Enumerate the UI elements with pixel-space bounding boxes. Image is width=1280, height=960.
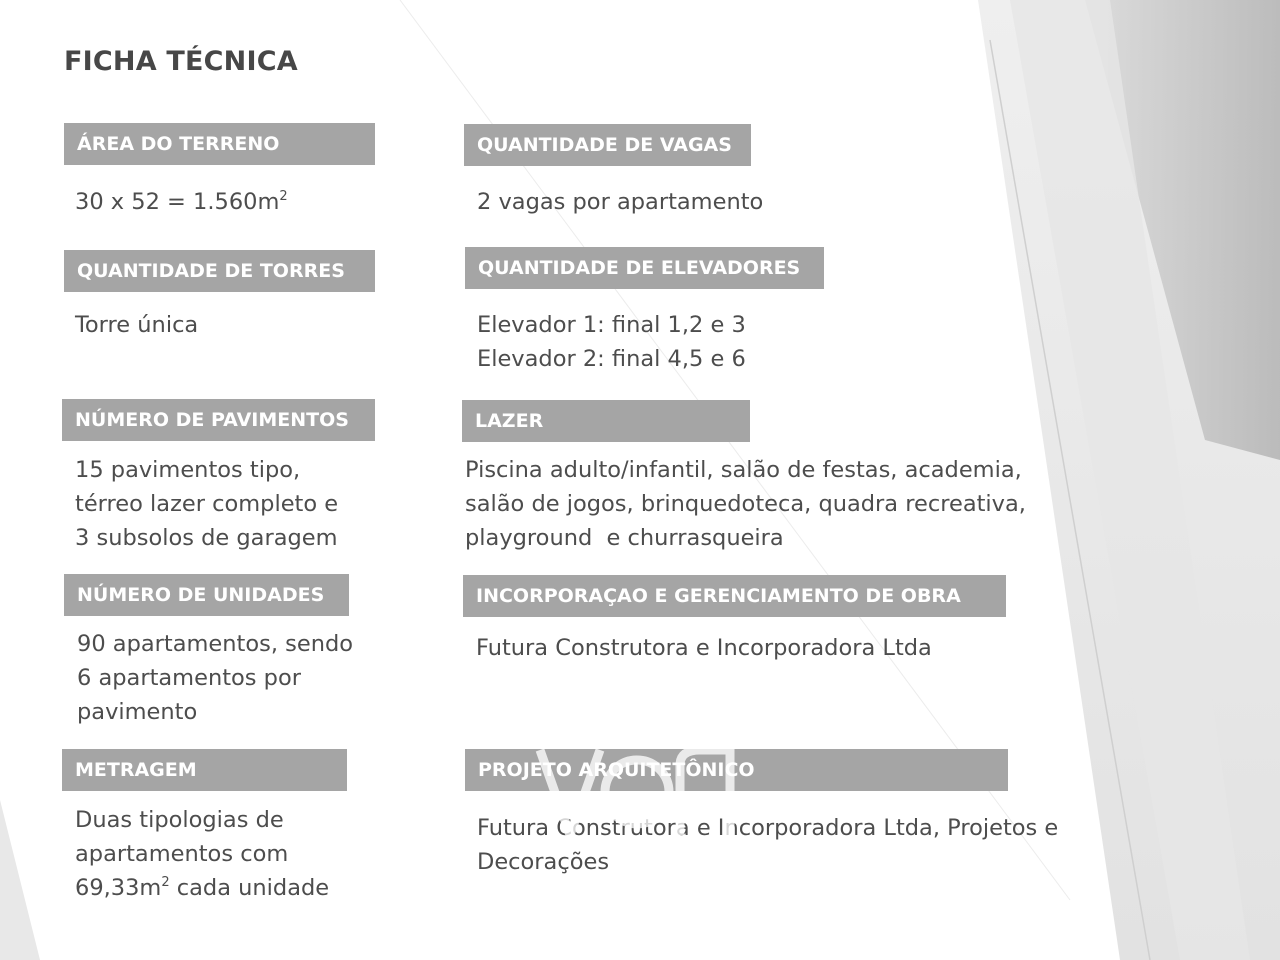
- value-torres: [75, 308, 198, 342]
- label-incorporacao: INCORPORAÇAO E GERENCIAMENTO DE OBRA: [463, 575, 1006, 617]
- elevadores-line-2: Elevador 2: final 4,5 e 6: [477, 346, 746, 372]
- vagas-line-1: 2 vagas por apartamento: [477, 189, 764, 215]
- label-unidades: NÚMERO DE UNIDADES: [64, 574, 349, 616]
- label-metragem: METRAGEM: [62, 749, 347, 791]
- metragem-line-1: Duas tipologias de: [75, 807, 284, 833]
- incorporacao-line-1: Futura Construtora e Incorporadora Ltda: [476, 635, 932, 661]
- pavimentos-line-1: 15 pavimentos tipo,: [75, 457, 301, 483]
- unidades-line-3: pavimento: [77, 699, 198, 725]
- label-area-terreno: ÁREA DO TERRENO: [64, 123, 375, 165]
- area-sup: 2: [279, 189, 288, 204]
- area-main: 30 x 52 = 1.560m: [75, 189, 280, 215]
- value-elevadores: [477, 308, 746, 376]
- torres-line-1: Torre única: [75, 312, 199, 338]
- label-torres: QUANTIDADE DE TORRES: [64, 250, 375, 292]
- value-incorporacao: [476, 631, 932, 665]
- lazer-line-2: salão de jogos, brinquedoteca, quadra recreativa,: [465, 491, 1026, 517]
- deco-shape-bottom-left: [0, 800, 40, 960]
- metragem-sup: 2: [161, 875, 170, 890]
- label-elevadores: QUANTIDADE DE ELEVADORES: [465, 247, 824, 289]
- value-lazer: [465, 453, 1026, 555]
- value-unidades: [77, 627, 353, 729]
- pavimentos-line-2: térreo lazer completo e: [75, 491, 339, 517]
- label-projeto: PROJETO ARQUITETÔNICO: [465, 749, 1008, 791]
- page-title: FICHA TÉCNICA: [64, 46, 298, 77]
- metragem-rest: cada unidade: [169, 875, 330, 901]
- unidades-line-2: 6 apartamentos por: [77, 665, 301, 691]
- value-vagas: [477, 185, 763, 219]
- value-area-terreno: [75, 185, 288, 219]
- projeto-line-1: Futura Construtora e Incorporadora Ltda, Projetos e: [477, 815, 1059, 841]
- label-pavimentos: NÚMERO DE PAVIMENTOS: [62, 399, 375, 441]
- value-metragem: [75, 803, 329, 905]
- value-pavimentos: [75, 453, 338, 555]
- metragem-area: 69,33m: [75, 875, 162, 901]
- lazer-line-1: Piscina adulto/infantil, salão de festas, academia,: [465, 457, 1022, 483]
- watermark-logo-icon: [530, 740, 745, 850]
- label-lazer: LAZER: [462, 400, 750, 442]
- lazer-line-3: playground e churrasqueira: [465, 525, 784, 551]
- pavimentos-line-3: 3 subsolos de garagem: [75, 525, 338, 551]
- metragem-line-2: apartamentos com: [75, 841, 289, 867]
- unidades-line-1: 90 apartamentos, sendo: [77, 631, 354, 657]
- label-vagas: QUANTIDADE DE VAGAS: [464, 124, 751, 166]
- elevadores-line-1: Elevador 1: final 1,2 e 3: [477, 312, 746, 338]
- projeto-line-2: Decorações: [477, 849, 610, 875]
